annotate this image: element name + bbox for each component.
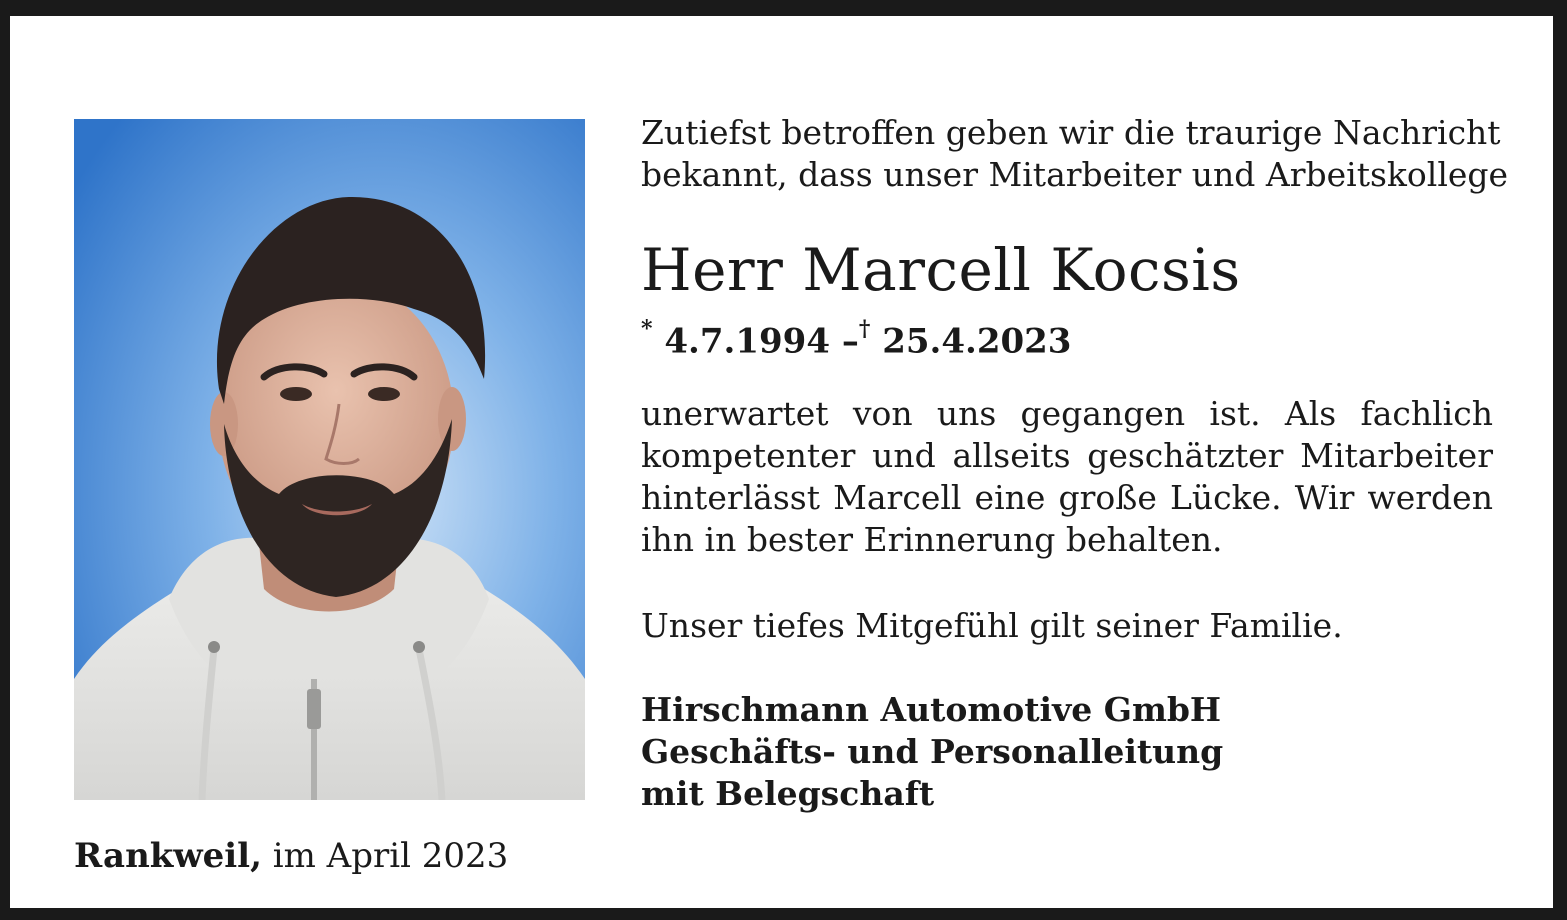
body-line-3: [641, 477, 1493, 519]
word: uns: [936, 394, 997, 433]
death-symbol: †: [858, 316, 871, 342]
date-separator: –: [841, 321, 859, 362]
word: hinterlässt: [641, 478, 820, 517]
word: und: [872, 436, 936, 475]
sympathy-text: Unser tiefes Mitgefühl gilt seiner Familie.: [641, 606, 1343, 645]
portrait-photo: [74, 119, 585, 800]
birth-date: 4.7.1994: [664, 321, 830, 362]
birth-symbol: *: [641, 316, 653, 342]
body-text: [641, 393, 1493, 561]
word: von: [852, 394, 913, 433]
word: Marcell: [833, 478, 962, 517]
death-date: 25.4.2023: [882, 321, 1072, 362]
place-name: Rankweil,: [74, 836, 262, 876]
word: Lücke.: [1169, 478, 1282, 517]
word: unerwartet: [641, 394, 829, 433]
word: große: [1058, 478, 1157, 517]
word: Als: [1284, 394, 1337, 433]
life-dates: [641, 308, 1493, 366]
management-line: Geschäfts- und Personalleitung: [641, 732, 1224, 771]
word: eine: [974, 478, 1046, 517]
word: ist.: [1209, 394, 1261, 433]
word: Mitarbeiter: [1300, 436, 1493, 475]
word: fachlich: [1360, 394, 1493, 433]
company-name: Hirschmann Automotive GmbH: [641, 690, 1222, 729]
body-line-1: [641, 393, 1493, 435]
word: Wir: [1294, 478, 1355, 517]
place-date-line: [74, 834, 508, 878]
body-line-2: [641, 435, 1493, 477]
word: werden: [1367, 478, 1493, 517]
body-line-4: ihn in bester Erinnerung behalten.: [641, 520, 1223, 559]
intro-text: [641, 112, 1509, 196]
word: geschätzter: [1087, 436, 1284, 475]
place-date: im April 2023: [272, 836, 509, 876]
word: kompetenter: [641, 436, 856, 475]
deceased-name: Herr Marcell Kocsis: [641, 236, 1241, 304]
signature-block: [641, 689, 1493, 815]
word: gegangen: [1020, 394, 1186, 433]
intro-line: Zutiefst betroffen geben wir die traurige Nachricht: [641, 113, 1501, 152]
intro-line: bekannt, dass unser Mitarbeiter und Arbeitskollege: [641, 155, 1509, 194]
staff-line: mit Belegschaft: [641, 774, 935, 813]
word: allseits: [952, 436, 1071, 475]
